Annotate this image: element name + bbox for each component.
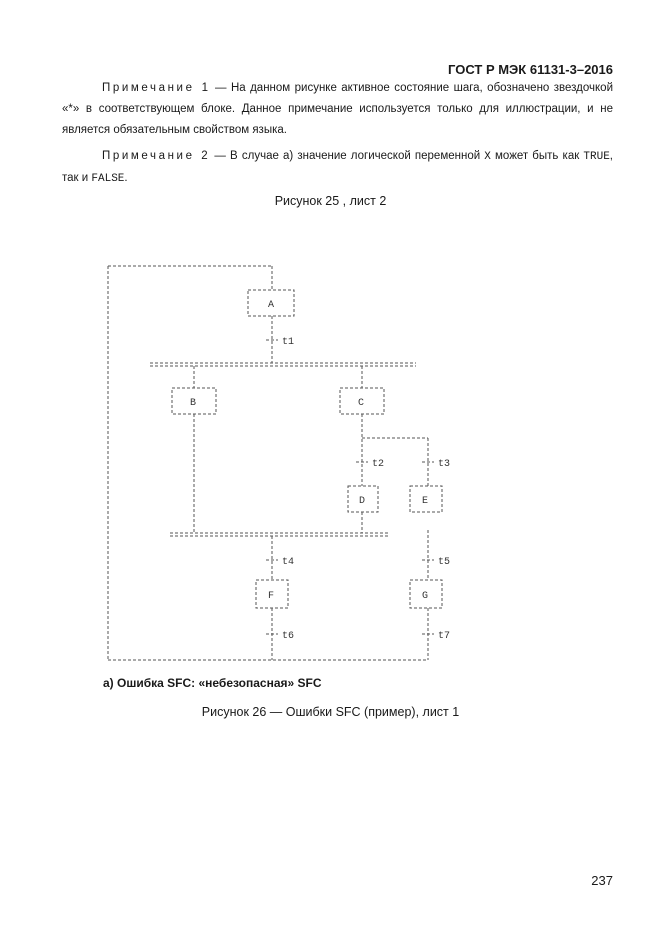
note-2-text-a: — В случае а) значение логической переменной: [210, 150, 485, 162]
figure-25-caption: Рисунок 25 , лист 2: [274, 194, 387, 208]
transition-t4-label: t4: [282, 557, 295, 568]
note-1-text: — На данном рисунке активное состояние шага, обозначено звездочкой «*» в соответствующем блоке. Данное примечание используется только для иллюстрации, и не является обязательным свойством языка.: [62, 82, 613, 136]
figure-26-caption: Рисунок 26 — Ошибки SFC (пример), лист 1: [201, 705, 460, 719]
step-e-label: E: [422, 496, 429, 507]
step-a-label: A: [268, 300, 275, 311]
figure-subcaption: а) Ошибка SFC: «небезопасная» SFC: [103, 676, 322, 690]
note-2-var: X: [484, 151, 491, 163]
transition-t5-label: t5: [438, 557, 451, 568]
step-b-label: B: [190, 398, 197, 409]
note-2-true: TRUE: [583, 151, 610, 163]
note-2-label: Примечание 2: [102, 150, 211, 162]
step-f-label: F: [268, 591, 275, 602]
transition-t6-label: t6: [282, 631, 295, 642]
page-number: 237: [591, 873, 613, 888]
transition-t2-label: t2: [372, 459, 385, 470]
standard-header: ГОСТ Р МЭК 61131-3–2016: [448, 62, 613, 77]
note-2-text-d: .: [124, 172, 128, 184]
transition-t7-label: t7: [438, 631, 451, 642]
step-c-label: C: [358, 398, 365, 409]
step-d-label: D: [359, 496, 366, 507]
note-2-text-b: может быть как: [490, 150, 584, 162]
note-2-text-c: , так и: [62, 150, 613, 184]
transition-t3-label: t3: [438, 459, 451, 470]
sfc-labels: [190, 300, 450, 642]
note-2-false: FALSE: [91, 173, 125, 185]
step-g-label: G: [422, 591, 429, 602]
sfc-lines: [108, 266, 442, 660]
note-1-label: Примечание 1: [102, 82, 211, 94]
transition-t1-label: t1: [282, 337, 295, 348]
